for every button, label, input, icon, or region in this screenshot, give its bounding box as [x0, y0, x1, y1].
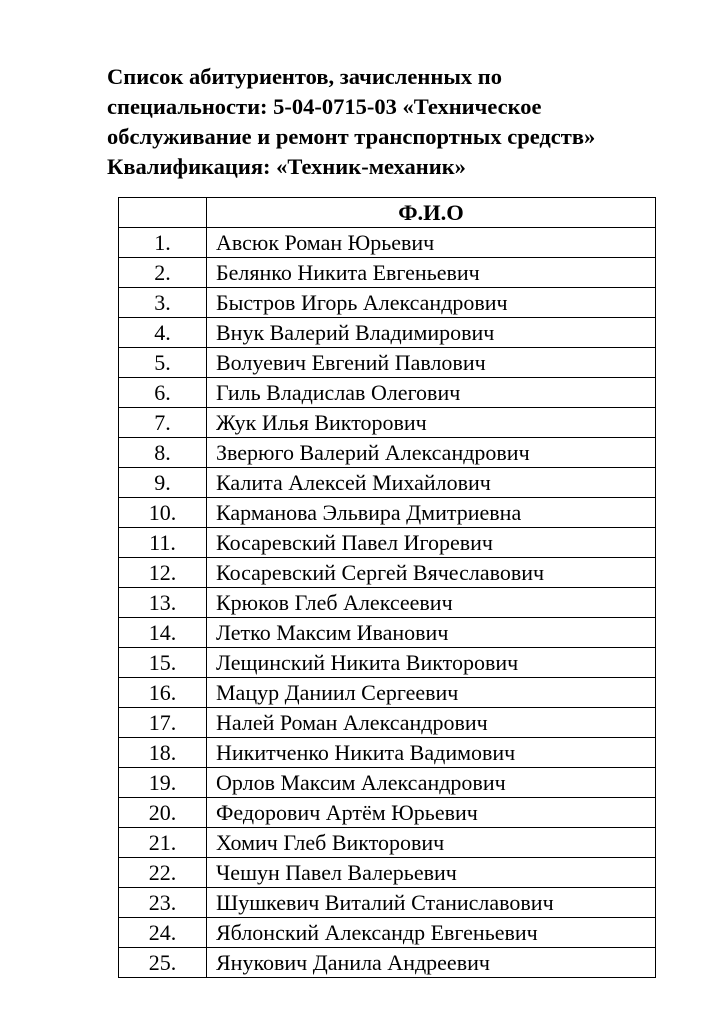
row-full-name: Жук Илья Викторович	[207, 408, 656, 438]
table-row	[119, 288, 656, 318]
table-row	[119, 438, 656, 468]
row-full-name: Орлов Максим Александрович	[207, 768, 656, 798]
row-number: 4.	[119, 318, 207, 348]
row-full-name: Янукович Данила Андреевич	[207, 948, 656, 978]
table-row	[119, 858, 656, 888]
row-number: 23.	[119, 888, 207, 918]
table-row	[119, 738, 656, 768]
row-number: 22.	[119, 858, 207, 888]
table-row	[119, 228, 656, 258]
row-full-name: Белянко Никита Евгеньевич	[207, 258, 656, 288]
row-number: 24.	[119, 918, 207, 948]
table-row	[119, 888, 656, 918]
row-number: 10.	[119, 498, 207, 528]
number-column-header	[119, 198, 207, 228]
row-number: 17.	[119, 708, 207, 738]
table-row	[119, 768, 656, 798]
row-full-name: Никитченко Никита Вадимович	[207, 738, 656, 768]
table-row	[119, 498, 656, 528]
row-number: 2.	[119, 258, 207, 288]
row-number: 13.	[119, 588, 207, 618]
row-full-name: Хомич Глеб Викторович	[207, 828, 656, 858]
table-row	[119, 468, 656, 498]
row-number: 16.	[119, 678, 207, 708]
row-number: 25.	[119, 948, 207, 978]
row-full-name: Налей Роман Александрович	[207, 708, 656, 738]
heading-line: специальности: 5-04-0715-03 «Техническое	[107, 94, 542, 119]
table-row	[119, 948, 656, 978]
name-column-header: Ф.И.О	[207, 198, 656, 228]
row-number: 15.	[119, 648, 207, 678]
row-number: 1.	[119, 228, 207, 258]
row-full-name: Волуевич Евгений Павлович	[207, 348, 656, 378]
table-row	[119, 588, 656, 618]
table-row	[119, 528, 656, 558]
row-full-name: Крюков Глеб Алексеевич	[207, 588, 656, 618]
row-number: 5.	[119, 348, 207, 378]
heading-line: Квалификация: «Техник-механик»	[107, 154, 466, 179]
row-full-name: Зверюго Валерий Александрович	[207, 438, 656, 468]
row-full-name: Шушкевич Виталий Станиславович	[207, 888, 656, 918]
row-full-name: Внук Валерий Владимирович	[207, 318, 656, 348]
row-full-name: Карманова Эльвира Дмитриевна	[207, 498, 656, 528]
row-number: 21.	[119, 828, 207, 858]
row-full-name: Федорович Артём Юрьевич	[207, 798, 656, 828]
row-number: 14.	[119, 618, 207, 648]
table-row	[119, 648, 656, 678]
table-row	[119, 918, 656, 948]
enrollee-table	[118, 197, 656, 978]
table-header-row	[119, 198, 656, 228]
row-full-name: Косаревский Сергей Вячеславович	[207, 558, 656, 588]
heading-line: Список абитуриентов, зачисленных по	[107, 64, 502, 89]
row-number: 18.	[119, 738, 207, 768]
table-row	[119, 408, 656, 438]
row-full-name: Калита Алексей Михайлович	[207, 468, 656, 498]
row-full-name: Мацур Даниил Сергеевич	[207, 678, 656, 708]
table-row	[119, 678, 656, 708]
row-number: 6.	[119, 378, 207, 408]
row-number: 20.	[119, 798, 207, 828]
row-full-name: Чешун Павел Валерьевич	[207, 858, 656, 888]
table-row	[119, 618, 656, 648]
row-full-name: Косаревский Павел Игоревич	[207, 528, 656, 558]
table-row	[119, 318, 656, 348]
row-number: 19.	[119, 768, 207, 798]
row-full-name: Авсюк Роман Юрьевич	[207, 228, 656, 258]
table-row	[119, 798, 656, 828]
table-body	[119, 228, 656, 978]
table-row	[119, 828, 656, 858]
row-full-name: Лещинский Никита Викторович	[207, 648, 656, 678]
row-number: 8.	[119, 438, 207, 468]
table-row	[119, 708, 656, 738]
heading-line: обслуживание и ремонт транспортных средств»	[107, 124, 596, 149]
row-number: 11.	[119, 528, 207, 558]
row-full-name: Летко Максим Иванович	[207, 618, 656, 648]
table-row	[119, 558, 656, 588]
row-full-name: Быстров Игорь Александрович	[207, 288, 656, 318]
row-number: 9.	[119, 468, 207, 498]
row-number: 7.	[119, 408, 207, 438]
row-number: 12.	[119, 558, 207, 588]
document-heading	[107, 62, 687, 182]
row-full-name: Гиль Владислав Олегович	[207, 378, 656, 408]
table-row	[119, 378, 656, 408]
table-row	[119, 258, 656, 288]
table-row	[119, 348, 656, 378]
row-number: 3.	[119, 288, 207, 318]
row-full-name: Яблонский Александр Евгеньевич	[207, 918, 656, 948]
